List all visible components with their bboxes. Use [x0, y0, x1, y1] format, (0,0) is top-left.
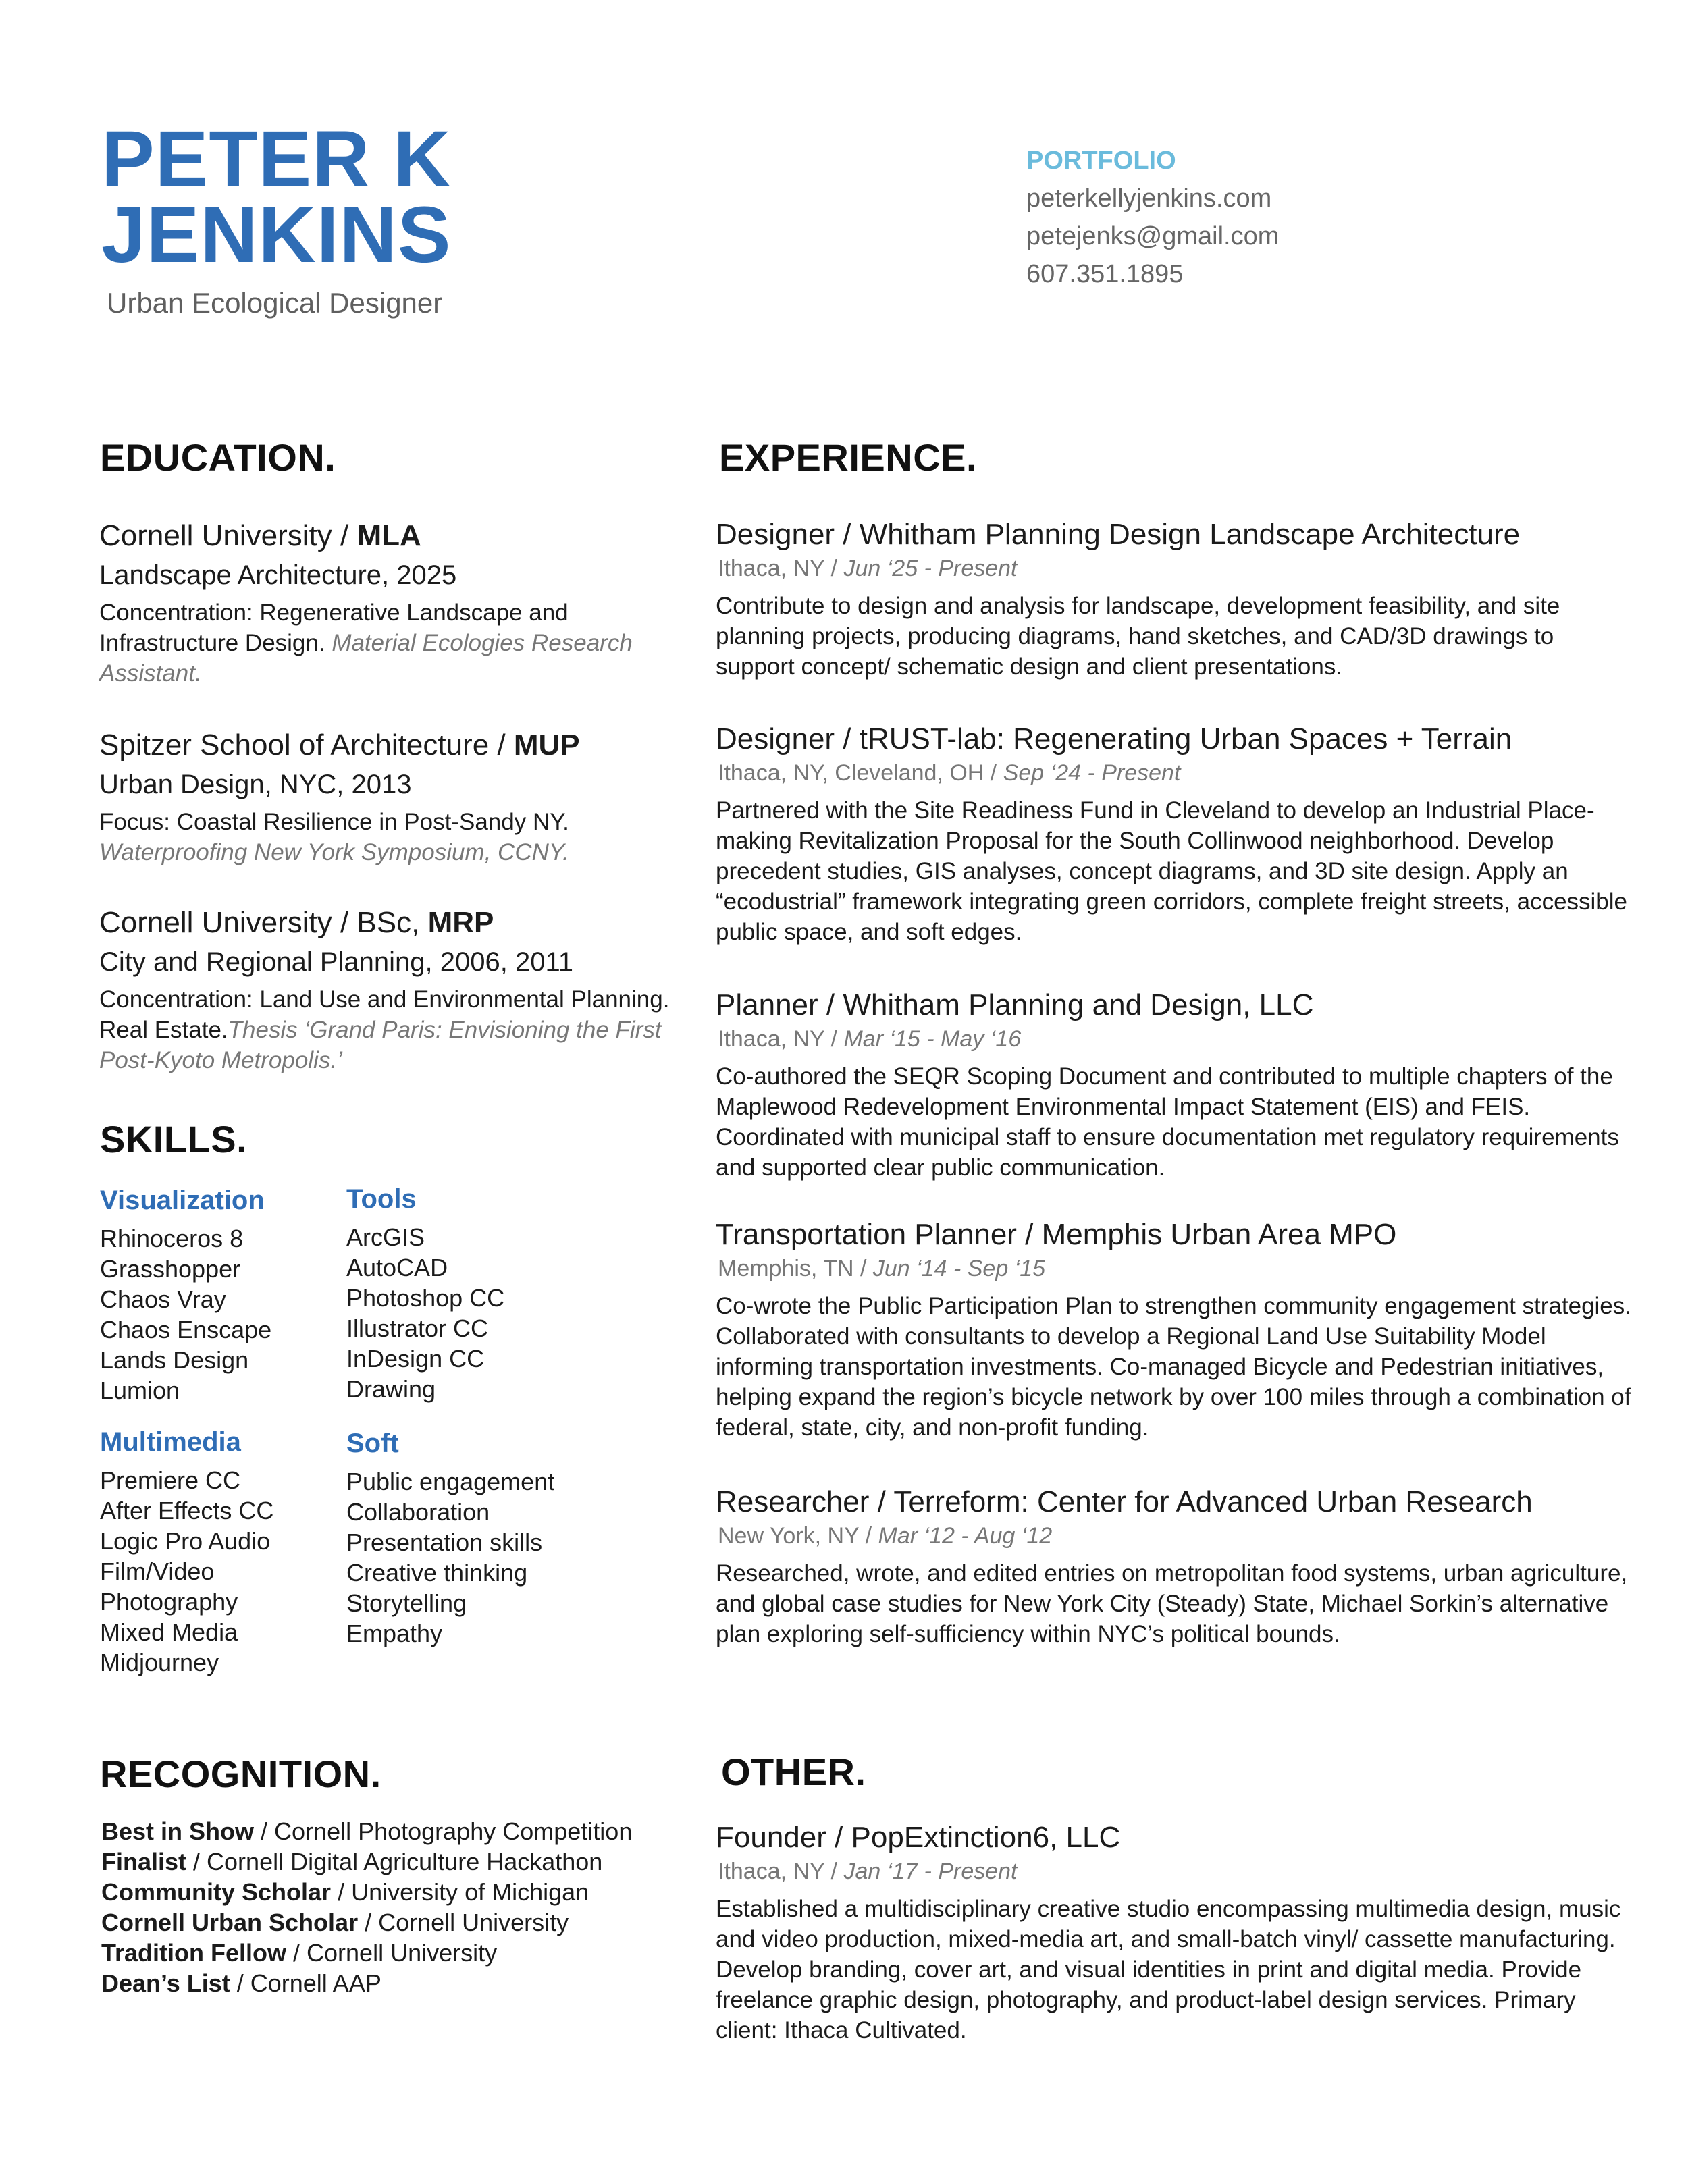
- award-name: Community Scholar: [101, 1878, 332, 1906]
- skills-multimedia: [100, 1423, 343, 1678]
- award-name: Tradition Fellow: [101, 1939, 287, 1967]
- job-location: Ithaca, NY /: [718, 556, 844, 581]
- job-description: Researched, wrote, and edited entries on metropolitan food systems, urban agriculture, and global case studies for New York City (Steady) State, Michael Sorkin’s alternative plan exploring self-sufficiency within NYC’s political bounds.: [716, 1560, 1628, 1647]
- job-location: New York, NY /: [718, 1523, 878, 1549]
- award-org: / University of Michigan: [331, 1878, 589, 1906]
- recognition-item: [101, 1907, 632, 1938]
- skill-item: Film/Video: [100, 1557, 215, 1585]
- skills-visualization: [100, 1181, 343, 1406]
- job-dates: Mar ‘12 - Aug ‘12: [878, 1523, 1053, 1549]
- job-dates: Sep ‘24 - Present: [1003, 760, 1181, 786]
- skill-category-title: Multimedia: [100, 1427, 241, 1457]
- job-description: Partnered with the Site Readiness Fund in Cleveland to develop an Industrial Place-making Revitalization Proposal for the South Collinwood neighborhood. Develop precedent studies, GIS analyses, concept diagrams, and 3D site design. Apply an “ecodustrial” framework integrating green corridors, complete freight streets, accessible public space, and soft edges.: [716, 797, 1628, 945]
- award-org: / Cornell University: [358, 1909, 569, 1936]
- skill-category-title: Soft: [346, 1429, 399, 1458]
- name-line-1: PETER K: [101, 115, 452, 204]
- skill-item: Illustrator CC: [346, 1314, 489, 1342]
- skill-item: Chaos Vray: [100, 1285, 226, 1313]
- skill-item: Mixed Media: [100, 1618, 238, 1646]
- skill-item: Drawing: [346, 1375, 436, 1403]
- job-role: Researcher / Terreform: Center for Advanced Urban Research: [716, 1485, 1533, 1518]
- experience-entry: [716, 1217, 1634, 1443]
- portfolio-label: PORTFOLIO: [1026, 147, 1176, 175]
- award-name: Dean’s List: [101, 1969, 230, 1997]
- skill-item: AutoCAD: [346, 1254, 448, 1281]
- education-detail: Concentration: Regenerative Landscape and Infrastructure Design.: [99, 600, 569, 656]
- skills-soft: [346, 1424, 589, 1649]
- job-location: Ithaca, NY, Cleveland, OH /: [718, 760, 1003, 786]
- experience-entry: [716, 721, 1634, 947]
- job-location: Ithaca, NY /: [718, 1026, 844, 1052]
- skills-heading: SKILLS.: [100, 1118, 248, 1161]
- skill-item: After Effects CC: [100, 1497, 274, 1524]
- name-line-2: JENKINS: [101, 190, 452, 279]
- skill-item: Storytelling: [346, 1589, 467, 1617]
- education-entry: [99, 726, 693, 868]
- skill-item: Collaboration: [346, 1498, 490, 1526]
- job-role: Planner / Whitham Planning and Design, LLC: [716, 988, 1314, 1021]
- experience-entry: [716, 1484, 1634, 1649]
- award-org: / Cornell Photography Competition: [254, 1817, 633, 1845]
- award-name: Best in Show: [101, 1817, 255, 1845]
- job-location: Memphis, TN /: [718, 1256, 873, 1281]
- skill-item: Empathy: [346, 1620, 443, 1647]
- skills-tools: [346, 1180, 589, 1404]
- phone-number: 607.351.1895: [1026, 260, 1184, 288]
- experience-heading: EXPERIENCE.: [719, 436, 978, 479]
- education-detail-italic: Thesis ‘Grand Paris: Envisioning the First Post-Kyoto Metropolis.’: [99, 1017, 662, 1073]
- skill-item: ArcGIS: [346, 1223, 425, 1251]
- recognition-item: [101, 1938, 632, 1968]
- education-heading: EDUCATION.: [100, 436, 336, 479]
- degree: MRP: [427, 906, 494, 939]
- job-dates: Jun ‘25 - Present: [843, 556, 1018, 581]
- award-org: / Cornell Digital Agriculture Hackathon: [186, 1848, 603, 1875]
- skill-item: InDesign CC: [346, 1345, 485, 1373]
- skill-item: Grasshopper: [100, 1255, 241, 1283]
- experience-entry: [716, 516, 1634, 682]
- program: Landscape Architecture, 2025: [99, 560, 457, 590]
- skill-item: Photoshop CC: [346, 1284, 505, 1312]
- degree: MLA: [357, 519, 421, 552]
- job-dates: Mar ‘15 - May ‘16: [843, 1026, 1022, 1052]
- school-name: Cornell University /: [99, 519, 357, 552]
- experience-entry: [716, 987, 1634, 1183]
- school-name: Spitzer School of Architecture /: [99, 728, 514, 762]
- job-title: Urban Ecological Designer: [107, 287, 443, 319]
- skill-item: Lumion: [100, 1377, 180, 1404]
- recognition-item: [101, 1846, 632, 1877]
- award-org: / Cornell University: [286, 1939, 498, 1967]
- award-name: Cornell Urban Scholar: [101, 1909, 359, 1936]
- recognition-item: [101, 1877, 632, 1907]
- education-detail: Focus: Coastal Resilience in Post-Sandy NY.: [99, 809, 569, 835]
- skill-item: Lands Design: [100, 1346, 249, 1374]
- email-link[interactable]: petejenks@gmail.com: [1026, 222, 1280, 250]
- resume-name: [101, 115, 452, 279]
- education-detail-italic: Material Ecologies Research Assistant.: [99, 630, 633, 687]
- skill-item: Chaos Enscape: [100, 1316, 272, 1343]
- recognition-list: [101, 1816, 632, 1998]
- recognition-item: [101, 1816, 632, 1846]
- website-link[interactable]: peterkellyjenkins.com: [1026, 184, 1272, 213]
- job-role: Designer / Whitham Planning Design Landscape Architecture: [716, 518, 1521, 551]
- other-role: Founder / PopExtinction6, LLC: [716, 1821, 1121, 1854]
- degree: MUP: [513, 728, 580, 762]
- other-location: Ithaca, NY /: [718, 1859, 844, 1884]
- other-heading: OTHER.: [721, 1751, 866, 1793]
- school-name: Cornell University / BSc,: [99, 906, 428, 939]
- award-name: Finalist: [101, 1848, 187, 1875]
- skill-item: Photography: [100, 1588, 238, 1616]
- education-entry: [99, 903, 693, 1075]
- job-description: Co-authored the SEQR Scoping Document and contributed to multiple chapters of the Maplewood Redevelopment Environmental Impact Statement (EIS) and FEIS. Coordinated with municipal staff to ensure documentation met regulatory requirements and supported clear public communication.: [716, 1063, 1619, 1181]
- skill-category-title: Tools: [346, 1184, 417, 1214]
- job-role: Transportation Planner / Memphis Urban Area MPO: [716, 1218, 1397, 1251]
- skill-item: Midjourney: [100, 1649, 219, 1676]
- recognition-item: [101, 1968, 632, 1998]
- skill-item: Premiere CC: [100, 1466, 241, 1494]
- skill-item: Presentation skills: [346, 1528, 543, 1556]
- education-entry: [99, 516, 693, 689]
- other-description: Established a multidisciplinary creative studio encompassing multimedia design, music and video production, mixed-media art, and small-batch vinyl/ cassette manufacturing. Develop branding, cover art, and visual identities in print and digital media. Provide freelance graphic design, photography, and product-label design services. Primary client: Ithaca Cultivated.: [716, 1896, 1621, 2044]
- job-description: Contribute to design and analysis for landscape, development feasibility, and site planning projects, producing diagrams, hand sketches, and CAD/3D drawings to support concept/ schematic design and client presentations.: [716, 593, 1560, 680]
- job-dates: Jun ‘14 - Sep ‘15: [872, 1256, 1046, 1281]
- skill-item: Logic Pro Audio: [100, 1527, 271, 1555]
- skill-item: Rhinoceros 8: [100, 1225, 244, 1252]
- contact-block: [1026, 142, 1279, 293]
- skill-item: Creative thinking: [346, 1559, 528, 1587]
- job-description: Co-wrote the Public Participation Plan to strengthen community engagement strategies. Collaborated with consultants to develop a Regional Land Use Suitability Model informing transportation investments. Co-managed Bicycle and Pedestrian initiatives, helping expand the region’s bicycle network by over 100 miles through a combination of federal, state, city, and non-profit funding.: [716, 1293, 1631, 1441]
- award-org: / Cornell AAP: [230, 1969, 381, 1997]
- program: City and Regional Planning, 2006, 2011: [99, 947, 573, 977]
- program: Urban Design, NYC, 2013: [99, 770, 412, 799]
- skill-item: Public engagement: [346, 1468, 555, 1495]
- education-detail: Concentration: Land Use and Environmental Planning. Real Estate.: [99, 986, 670, 1043]
- education-detail-italic: Waterproofing New York Symposium, CCNY.: [99, 839, 569, 865]
- other-dates: Jan ‘17 - Present: [843, 1859, 1018, 1884]
- recognition-heading: RECOGNITION.: [100, 1753, 381, 1795]
- skill-category-title: Visualization: [100, 1186, 265, 1215]
- job-role: Designer / tRUST-lab: Regenerating Urban Spaces + Terrain: [716, 722, 1512, 755]
- other-entry: [716, 1819, 1634, 2046]
